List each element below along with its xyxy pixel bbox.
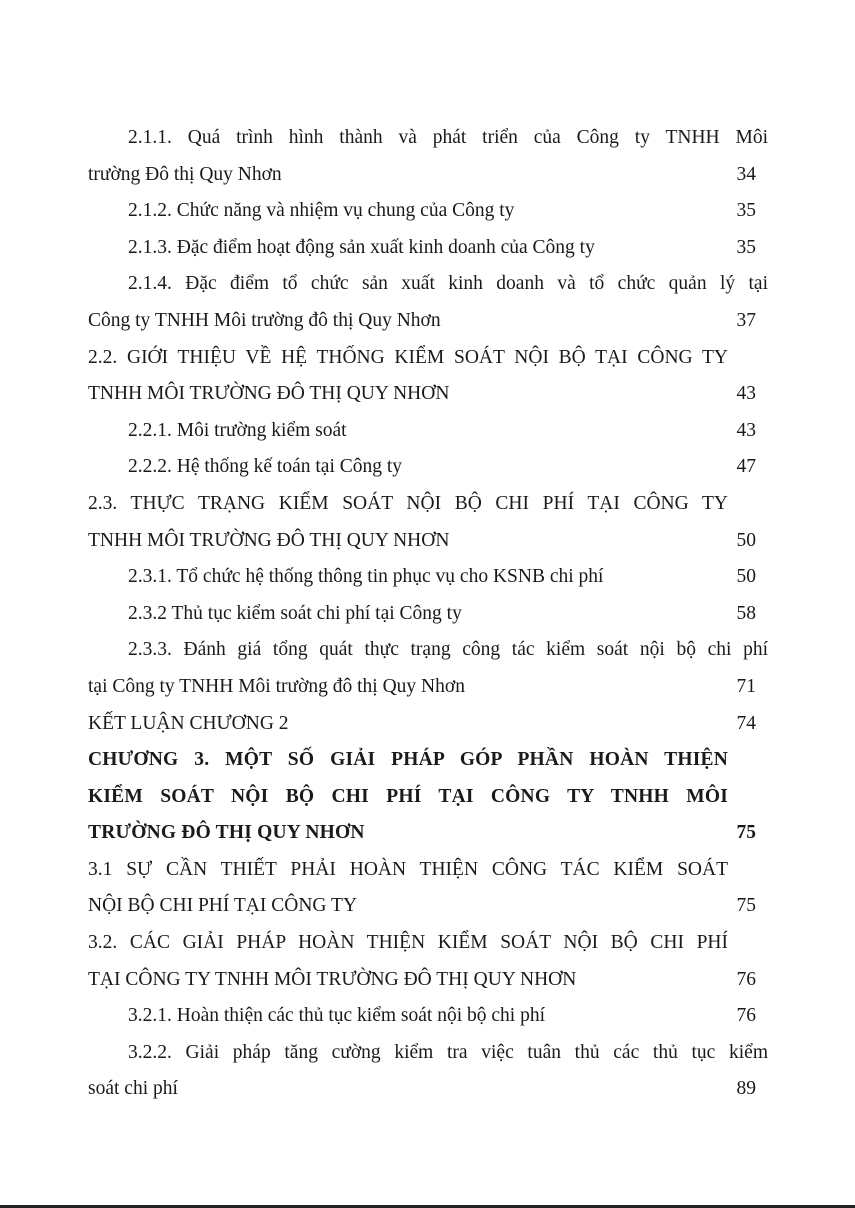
toc-entry xyxy=(88,1071,756,1108)
toc-entry-text: KẾT LUẬN CHƯƠNG 2 xyxy=(88,712,289,734)
toc-entry-page: 35 xyxy=(736,236,756,258)
toc-entry-text: 2.1.2. Chức năng và nhiệm vụ chung của Công ty xyxy=(128,200,515,222)
table-of-contents xyxy=(88,120,768,1108)
toc-entry xyxy=(88,449,756,486)
toc-chapter-entry xyxy=(88,815,756,852)
toc-entry-text: 2.2. GIỚI THIỆU VỀ HỆ THỐNG KIỂM SOÁT NỘI BỘ TẠI CÔNG TY xyxy=(88,346,728,368)
toc-entry xyxy=(88,596,756,633)
toc-entry-page: 50 xyxy=(736,529,756,551)
toc-entry xyxy=(88,376,756,413)
toc-entry xyxy=(88,1035,768,1072)
toc-entry xyxy=(88,559,756,596)
toc-entry-page: 37 xyxy=(736,309,756,331)
toc-entry xyxy=(88,413,756,450)
toc-entry-text: 3.2.2. Giải pháp tăng cường kiểm tra việc tuân thủ các thủ tục kiểm xyxy=(128,1041,768,1063)
toc-entry xyxy=(88,888,756,925)
toc-entry-text: 2.2.2. Hệ thống kế toán tại Công ty xyxy=(128,456,403,478)
toc-entry xyxy=(88,230,756,267)
toc-entry xyxy=(88,523,756,560)
toc-entry-text: TNHH MÔI TRƯỜNG ĐÔ THỊ QUY NHƠN xyxy=(88,529,450,551)
toc-entry-text: 2.3. THỰC TRẠNG KIỂM SOÁT NỘI BỘ CHI PHÍ TẠI CÔNG TY xyxy=(88,492,728,514)
toc-entry-page: 35 xyxy=(736,200,756,222)
toc-entry-page: 76 xyxy=(736,1005,756,1027)
toc-entry-page: 75 xyxy=(736,895,756,917)
toc-entry xyxy=(88,669,756,706)
toc-entry-text: 2.1.4. Đặc điểm tổ chức sản xuất kinh doanh và tổ chức quản lý tại xyxy=(128,273,768,295)
toc-chapter-entry xyxy=(88,742,756,779)
toc-entry-text: 3.2. CÁC GIẢI PHÁP HOÀN THIỆN KIỂM SOÁT NỘI BỘ CHI PHÍ xyxy=(88,932,728,954)
toc-chapter-entry xyxy=(88,779,756,816)
toc-entry xyxy=(88,925,756,962)
toc-entry xyxy=(88,962,756,999)
toc-entry-page: 71 xyxy=(736,675,756,697)
toc-entry-text: 2.1.1. Quá trình hình thành và phát triển của Công ty TNHH Môi xyxy=(128,127,768,148)
toc-entry xyxy=(88,157,756,194)
toc-entry xyxy=(88,120,768,157)
toc-entry-text: TẠI CÔNG TY TNHH MÔI TRƯỜNG ĐÔ THỊ QUY NHƠN xyxy=(88,968,577,990)
toc-entry-text: 2.3.3. Đánh giá tổng quát thực trạng công tác kiểm soát nội bộ chi phí xyxy=(128,639,768,661)
toc-entry-page: 43 xyxy=(736,419,756,441)
toc-entry xyxy=(88,193,756,230)
toc-entry-page: 74 xyxy=(736,712,756,734)
toc-entry xyxy=(88,266,768,303)
toc-entry-page: 43 xyxy=(736,383,756,405)
toc-entry-page: 75 xyxy=(736,822,756,844)
toc-entry-text: TNHH MÔI TRƯỜNG ĐÔ THỊ QUY NHƠN xyxy=(88,383,450,405)
toc-entry-text: KIỂM SOÁT NỘI BỘ CHI PHÍ TẠI CÔNG TY TNHH MÔI xyxy=(88,785,728,807)
toc-entry-text: tại Công ty TNHH Môi trường đô thị Quy Nhơn xyxy=(88,675,465,697)
toc-entry-text: Công ty TNHH Môi trường đô thị Quy Nhơn xyxy=(88,309,441,331)
toc-entry-page: 76 xyxy=(736,968,756,990)
toc-entry-text: soát chi phí xyxy=(88,1078,178,1100)
toc-entry-text: 2.3.1. Tổ chức hệ thống thông tin phục vụ cho KSNB chi phí xyxy=(128,566,604,588)
toc-entry-page: 34 xyxy=(736,163,756,185)
toc-entry-page: 89 xyxy=(736,1078,756,1100)
toc-entry xyxy=(88,340,756,377)
toc-entry-page: 47 xyxy=(736,456,756,478)
toc-entry xyxy=(88,632,768,669)
toc-entry xyxy=(88,852,756,889)
toc-entry-text: TRƯỜNG ĐÔ THỊ QUY NHƠN xyxy=(88,822,365,844)
toc-entry-page: 58 xyxy=(736,602,756,624)
toc-entry-text: 2.3.2 Thủ tục kiểm soát chi phí tại Công ty xyxy=(128,602,462,624)
toc-entry-text: NỘI BỘ CHI PHÍ TẠI CÔNG TY xyxy=(88,895,358,917)
toc-entry xyxy=(88,706,756,743)
toc-entry-page: 50 xyxy=(736,566,756,588)
toc-entry xyxy=(88,486,756,523)
toc-entry xyxy=(88,998,756,1035)
toc-entry-text: 2.2.1. Môi trường kiểm soát xyxy=(128,419,347,441)
toc-entry-text: 3.2.1. Hoàn thiện các thủ tục kiểm soát nội bộ chi phí xyxy=(128,1005,545,1027)
toc-entry-text: CHƯƠNG 3. MỘT SỐ GIẢI PHÁP GÓP PHẦN HOÀN THIỆN xyxy=(88,749,728,771)
toc-entry xyxy=(88,303,756,340)
toc-entry-text: trường Đô thị Quy Nhơn xyxy=(88,163,282,185)
toc-entry-text: 3.1 SỰ CẦN THIẾT PHẢI HOÀN THIỆN CÔNG TÁC KIỂM SOÁT xyxy=(88,858,728,880)
toc-entry-text: 2.1.3. Đặc điểm hoạt động sản xuất kinh doanh của Công ty xyxy=(128,236,595,258)
